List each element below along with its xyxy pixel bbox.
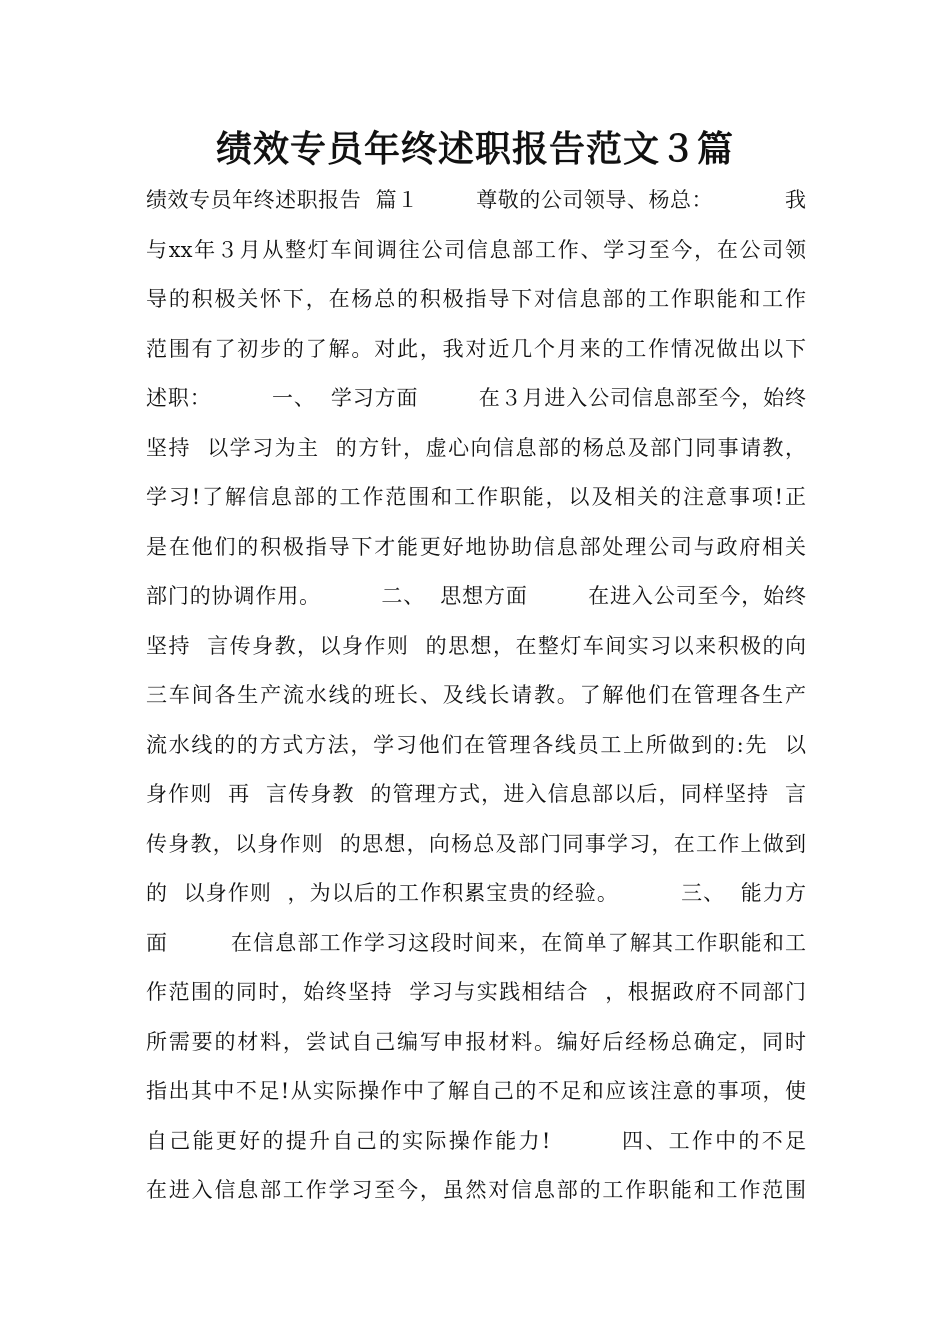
- body-line: 绩效专员年终述职报告 篇１ 尊敬的公司领导、杨总： 我: [146, 188, 806, 212]
- body-line: 流水线的的方式方法，学习他们在管理各线员工上所做到的:先 以: [146, 732, 806, 757]
- document-body: [146, 176, 806, 1216]
- body-line: 导的积极关怀下，在杨总的积极指导下对信息部的工作职能和工作: [146, 287, 806, 311]
- body-line: 传身教，以身作则 的思想，向杨总及部门同事学习，在工作上做到: [146, 831, 806, 856]
- body-line: 部门的协调作用。 二、 思想方面 在进入公司至今，始终: [146, 584, 806, 608]
- body-line: 身作则 再 言传身教 的管理方式，进入信息部以后，同样坚持 言: [146, 782, 806, 806]
- body-line: 所需要的材料，尝试自己编写申报材料。编好后经杨总确定，同时: [146, 1029, 806, 1054]
- body-line: 面 在信息部工作学习这段时间来，在简单了解其工作职能和工: [146, 930, 806, 955]
- document-title: 绩效专员年终述职报告范文３篇: [215, 129, 734, 170]
- body-line: 在进入信息部工作学习至今，虽然对信息部的工作职能和工作范围: [146, 1178, 806, 1202]
- body-line: 述职： 一、 学习方面 在３月进入公司信息部至今，始终: [146, 386, 806, 410]
- body-line: 自己能更好的提升自己的实际操作能力! 四、工作中的不足: [146, 1128, 806, 1153]
- body-line: 作范围的同时，始终坚持 学习与实践相结合 ，根据政府不同部门: [146, 980, 806, 1004]
- body-line: 学习!了解信息部的工作范围和工作职能，以及相关的注意事项!正: [146, 485, 806, 509]
- body-line: 指出其中不足!从实际操作中了解自己的不足和应该注意的事项，使: [146, 1079, 806, 1103]
- body-line: 是在他们的积极指导下才能更好地协助信息部处理公司与政府相关: [146, 534, 806, 559]
- body-line: 范围有了初步的了解。对此，我对近几个月来的工作情况做出以下: [146, 336, 806, 361]
- body-line: 坚持 言传身教，以身作则 的思想，在整灯车间实习以来积极的向: [146, 633, 806, 658]
- body-line: 三车间各生产流水线的班长、及线长请教。了解他们在管理各生产: [146, 683, 806, 707]
- body-line: 与xx年３月从整灯车间调往公司信息部工作、学习至今，在公司领: [146, 237, 806, 262]
- body-line: 的 以身作则 ，为以后的工作积累宝贵的经验。 三、 能力方: [146, 881, 806, 905]
- body-line: 坚持 以学习为主 的方针，虚心向信息部的杨总及部门同事请教，: [146, 435, 806, 460]
